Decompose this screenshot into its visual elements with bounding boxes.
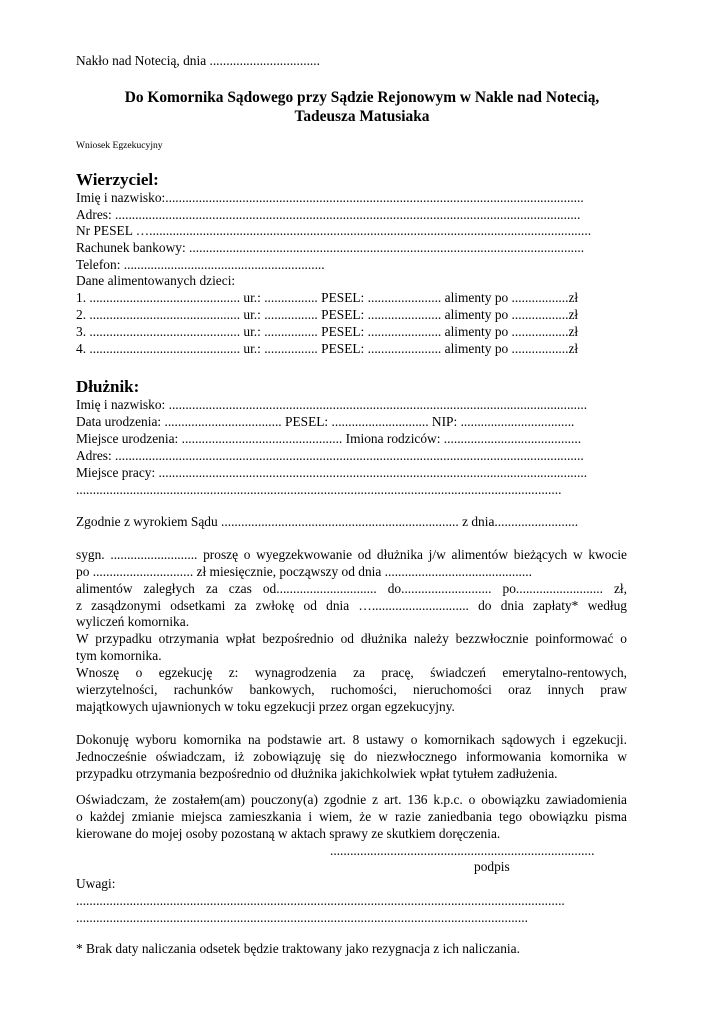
- document-title-line-2: Tadeusza Matusiaka: [294, 108, 430, 125]
- creditor-heading: Wierzyciel:: [76, 170, 159, 189]
- signature-line: ...............................................................................: [330, 843, 595, 858]
- request-text-line: W przypadku otrzymania wpłat bezpośrednio od dłużnika należy bezzwłocznie poinformować o: [76, 631, 627, 646]
- debtor-work-field: Miejsce pracy: ................................................................................................................................: [76, 465, 588, 480]
- child-row: 1. ............................................. ur.: ................ PESEL: ...................... alimenty po .................zł: [76, 290, 579, 305]
- statement-text-line: Oświadczam, że zostałem(am) pouczony(a) zgodnie z art. 136 k.p.c. o obowiązku zawiadomienia: [76, 792, 627, 807]
- debtor-birthplace-field: Miejsce urodzenia: ................................................ Imiona rodziców: .........................................: [76, 431, 582, 446]
- debtor-birth-field: Data urodzenia: ................................... PESEL: ............................. NIP: ..................................: [76, 414, 575, 429]
- notes-line: .......................................................................................................................................: [76, 910, 528, 925]
- place-date: Nakło nad Notecią, dnia .................................: [76, 53, 320, 68]
- document-subtitle: Wniosek Egzekucyjny: [76, 140, 163, 151]
- request-text-line: alimentów zaległych za czas od.............................. do........................... po.......................... zł,: [76, 581, 627, 596]
- creditor-name-field: Imię i nazwisko:.............................................................................................................................: [76, 190, 584, 205]
- statement-text-line: kierowane do mojej osoby pozostaną w aktach sprawy ze skutkiem doręczenia.: [76, 826, 501, 841]
- request-text-line: sygn. .......................... proszę o wyegzekwowanie od dłużnika j/w alimentów bieżących w kwocie: [76, 547, 627, 562]
- child-row: 2. ............................................. ur.: ................ PESEL: ...................... alimenty po .................zł: [76, 307, 579, 322]
- child-row: 4. ............................................. ur.: ................ PESEL: ...................... alimenty po .................zł: [76, 341, 579, 356]
- request-text-line: Wnoszę o egzekucję z: wynagrodzenia za pracę, świadczeń emerytalno-rentowych,: [76, 665, 627, 680]
- selection-text-line: Dokonuję wyboru komornika na podstawie art. 8 ustawy o komornikach sądowych i egzekucji.: [76, 732, 627, 747]
- children-label: Dane alimentowanych dzieci:: [76, 273, 236, 288]
- creditor-bank-field: Rachunek bankowy: ......................................................................................................................: [76, 240, 585, 255]
- creditor-pesel-field: Nr PESEL …....................................................................................................................................: [76, 223, 592, 238]
- request-text-line: wyliczeń komornika.: [76, 614, 190, 629]
- document-title-line-1: Do Komornika Sądowego przy Sądzie Rejonowym w Nakle nad Notecią,: [124, 89, 600, 106]
- debtor-name-field: Imię i nazwisko: .............................................................................................................................: [76, 397, 588, 412]
- notes-label: Uwagi:: [76, 876, 116, 891]
- notes-line: ..................................................................................................................................................: [76, 893, 565, 908]
- debtor-extra-field: .................................................................................................................................................: [76, 482, 562, 497]
- footnote: * Brak daty naliczania odsetek będzie traktowany jako rezygnacja z ich naliczania.: [76, 941, 520, 956]
- debtor-heading: Dłużnik:: [76, 377, 140, 396]
- request-text-line: wierzytelności, rachunków bankowych, ruchomości, nieruchomości oraz innych praw: [76, 682, 627, 697]
- creditor-phone-field: Telefon: ............................................................: [76, 257, 325, 272]
- debtor-address-field: Adres: ............................................................................................................................................: [76, 448, 584, 463]
- selection-text-line: przypadku otrzymania bezpośrednio od dłużnika jakichkolwiek wpłat tytułem zadłużenia.: [76, 766, 558, 781]
- request-text-line: z zasądzonymi odsetkami za zwłokę od dnia …............................. do dnia zapłaty* według: [76, 598, 627, 613]
- selection-text-line: Jednocześnie oświadczam, iż zobowiązuję się do niezwłocznego informowania komornika w: [76, 749, 627, 764]
- request-text-line: majątkowych ujawnionych w toku egzekucji przez organ egzekucyjny.: [76, 699, 455, 714]
- judgment-line: Zgodnie z wyrokiem Sądu ....................................................................... z dnia.........................: [76, 514, 579, 529]
- child-row: 3. ............................................. ur.: ................ PESEL: ...................... alimenty po .................zł: [76, 324, 579, 339]
- request-text-line: tym komornika.: [76, 648, 162, 663]
- creditor-address-field: Adres: ...........................................................................................................................................: [76, 207, 581, 222]
- statement-text-line: o każdej zmianie miejsca zamieszkania i wiem, że w razie zaniedbania tego obowiązku pisma: [76, 809, 627, 824]
- signature-label: podpis: [474, 859, 510, 874]
- request-text-line: po .............................. zł miesięcznie, począwszy od dnia ............................................: [76, 564, 532, 579]
